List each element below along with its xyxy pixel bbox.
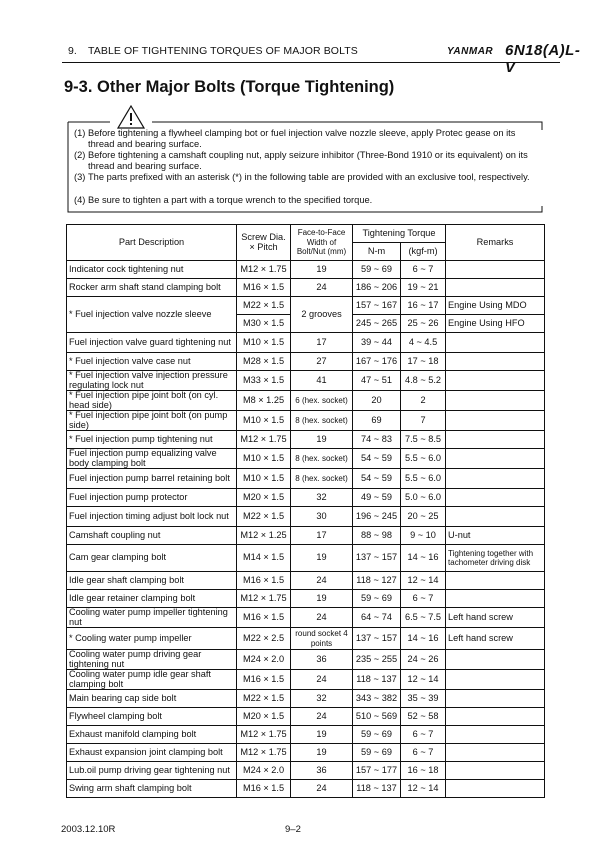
- cell-screw: M20 × 1.5: [237, 708, 291, 726]
- table-row: [67, 708, 545, 726]
- cell-face: 30: [291, 507, 353, 527]
- cell-screw: M12 × 1.75: [237, 726, 291, 744]
- cell-screw: M16 × 1.5: [237, 572, 291, 590]
- cell-remarks: [446, 670, 545, 690]
- cell-face: 36: [291, 762, 353, 780]
- table-row: [67, 507, 545, 527]
- cell-nm: 235 ~ 255: [353, 650, 401, 670]
- cell-remarks: [446, 744, 545, 762]
- cell-part: Cooling water pump driving gear tightening nut: [67, 650, 237, 670]
- cell-remarks: [446, 411, 545, 431]
- cell-kgf: 6 ~ 7: [401, 744, 446, 762]
- cell-nm: 118 ~ 127: [353, 572, 401, 590]
- table-row: [67, 744, 545, 762]
- cell-nm: 74 ~ 83: [353, 431, 401, 449]
- cell-nm: 69: [353, 411, 401, 431]
- cell-part: * Fuel injection pipe joint bolt (on pump side): [67, 411, 237, 431]
- cell-kgf: 6 ~ 7: [401, 726, 446, 744]
- note-4: (4) Be sure to tighten a part with a torque wrench to the specified torque.: [74, 195, 373, 205]
- cell-screw: M24 × 2.0: [237, 650, 291, 670]
- cell-part: * Fuel injection valve injection pressure regulating lock nut: [67, 371, 237, 391]
- cell-kgf: 20 ~ 25: [401, 507, 446, 527]
- cell-nm: 167 ~ 176: [353, 353, 401, 371]
- cell-nm: 186 ~ 206: [353, 279, 401, 297]
- cell-face: 8 (hex. socket): [291, 411, 353, 431]
- cell-part: * Cooling water pump impeller: [67, 628, 237, 650]
- cell-screw: M10 × 1.5: [237, 449, 291, 469]
- cell-kgf: 2: [401, 391, 446, 411]
- table-row: [67, 608, 545, 628]
- cell-remarks: Engine Using HFO: [446, 315, 545, 333]
- cell-part: * Fuel injection valve case nut: [67, 353, 237, 371]
- cell-kgf: 12 ~ 14: [401, 572, 446, 590]
- cell-kgf: 16 ~ 18: [401, 762, 446, 780]
- section-number: 9.: [68, 45, 77, 57]
- cell-face: 19: [291, 744, 353, 762]
- cell-nm: 54 ~ 59: [353, 449, 401, 469]
- cell-kgf: 12 ~ 14: [401, 780, 446, 798]
- cell-face: 19: [291, 590, 353, 608]
- cell-kgf: 12 ~ 14: [401, 670, 446, 690]
- cell-part: Flywheel clamping bolt: [67, 708, 237, 726]
- cell-face: round socket 4 points: [291, 628, 353, 650]
- cell-face: 36: [291, 650, 353, 670]
- cell-screw: M16 × 1.5: [237, 670, 291, 690]
- cell-face: 17: [291, 333, 353, 353]
- cell-remarks: [446, 690, 545, 708]
- cell-part: Swing arm shaft clamping bolt: [67, 780, 237, 798]
- cell-face: 27: [291, 353, 353, 371]
- table-row: [67, 780, 545, 798]
- cell-screw: M14 × 1.5: [237, 545, 291, 572]
- cell-remarks: [446, 489, 545, 507]
- cell-remarks: [446, 590, 545, 608]
- cell-kgf: 16 ~ 17: [401, 297, 446, 315]
- cell-face: 6 (hex. socket): [291, 391, 353, 411]
- cell-face: 19: [291, 545, 353, 572]
- cell-screw: M16 × 1.5: [237, 608, 291, 628]
- model-name: 6N18(A)L-V: [505, 42, 581, 76]
- cell-nm: 118 ~ 137: [353, 780, 401, 798]
- cell-face: 24: [291, 708, 353, 726]
- cell-remarks: Left hand screw: [446, 628, 545, 650]
- cell-nm: 245 ~ 265: [353, 315, 401, 333]
- cell-remarks: [446, 431, 545, 449]
- cell-screw: M12 × 1.25: [237, 527, 291, 545]
- cell-screw: M12 × 1.75: [237, 744, 291, 762]
- cell-screw: M24 × 2.0: [237, 762, 291, 780]
- cell-remarks: [446, 507, 545, 527]
- cell-kgf: 6 ~ 7: [401, 261, 446, 279]
- cell-part: Exhaust manifold clamping bolt: [67, 726, 237, 744]
- table-row: [67, 371, 545, 391]
- cell-part: Fuel injection valve guard tightening nut: [67, 333, 237, 353]
- table-row: [67, 650, 545, 670]
- cell-part: * Fuel injection valve nozzle sleeve: [67, 297, 237, 333]
- cell-screw: M30 × 1.5: [237, 315, 291, 333]
- cell-part: Rocker arm shaft stand clamping bolt: [67, 279, 237, 297]
- cell-face: 24: [291, 608, 353, 628]
- cell-part: Camshaft coupling nut: [67, 527, 237, 545]
- revision-date: 2003.12.10R: [61, 824, 116, 835]
- cell-nm: 59 ~ 69: [353, 726, 401, 744]
- cell-part: Exhaust expansion joint clamping bolt: [67, 744, 237, 762]
- cell-part: Cooling water pump idle gear shaft clamping bolt: [67, 670, 237, 690]
- cell-screw: M22 × 1.5: [237, 297, 291, 315]
- cell-face: 8 (hex. socket): [291, 469, 353, 489]
- table-row: [67, 431, 545, 449]
- cell-screw: M10 × 1.5: [237, 469, 291, 489]
- table-row: [67, 449, 545, 469]
- cell-kgf: 19 ~ 21: [401, 279, 446, 297]
- cell-remarks: Left hand screw: [446, 608, 545, 628]
- cell-nm: 39 ~ 44: [353, 333, 401, 353]
- cell-part: Fuel injection timing adjust bolt lock nut: [67, 507, 237, 527]
- cell-nm: 47 ~ 51: [353, 371, 401, 391]
- header-nm: N-m: [353, 243, 401, 261]
- cell-kgf: 6.5 ~ 7.5: [401, 608, 446, 628]
- table-row: [67, 762, 545, 780]
- cell-face: 8 (hex. socket): [291, 449, 353, 469]
- cell-kgf: 24 ~ 26: [401, 650, 446, 670]
- cell-nm: 157 ~ 167: [353, 297, 401, 315]
- cell-remarks: U-nut: [446, 527, 545, 545]
- cell-screw: M12 × 1.75: [237, 431, 291, 449]
- cell-nm: 59 ~ 69: [353, 590, 401, 608]
- warning-triangle-icon: [116, 104, 146, 130]
- cell-part: Cooling water pump impeller tightening nut: [67, 608, 237, 628]
- table-row: [67, 690, 545, 708]
- cell-remarks: [446, 726, 545, 744]
- table-row: [67, 527, 545, 545]
- cell-face: 19: [291, 726, 353, 744]
- header-part-description: Part Description: [67, 225, 237, 261]
- header-tightening-torque: Tightening Torque: [353, 225, 446, 243]
- page-number: 9–2: [285, 824, 301, 835]
- cell-kgf: 5.0 ~ 6.0: [401, 489, 446, 507]
- cell-nm: 137 ~ 157: [353, 628, 401, 650]
- cell-remarks: [446, 780, 545, 798]
- caution-notes: [66, 118, 544, 214]
- table-row: [67, 670, 545, 690]
- cell-part: * Fuel injection pump tightening nut: [67, 431, 237, 449]
- cell-part: Fuel injection pump protector: [67, 489, 237, 507]
- cell-screw: M10 × 1.5: [237, 411, 291, 431]
- cell-kgf: 7: [401, 411, 446, 431]
- cell-kgf: 6 ~ 7: [401, 590, 446, 608]
- cell-face: 24: [291, 780, 353, 798]
- cell-nm: 20: [353, 391, 401, 411]
- table-row: [67, 628, 545, 650]
- cell-screw: M10 × 1.5: [237, 333, 291, 353]
- cell-remarks: [446, 650, 545, 670]
- cell-nm: 343 ~ 382: [353, 690, 401, 708]
- cell-screw: M12 × 1.75: [237, 590, 291, 608]
- cell-remarks: [446, 279, 545, 297]
- cell-remarks: [446, 371, 545, 391]
- cell-part: Fuel injection pump barrel retaining bolt: [67, 469, 237, 489]
- table-row: [67, 353, 545, 371]
- cell-kgf: 7.5 ~ 8.5: [401, 431, 446, 449]
- cell-face: 41: [291, 371, 353, 391]
- cell-part: Idle gear shaft clamping bolt: [67, 572, 237, 590]
- cell-remarks: [446, 353, 545, 371]
- cell-kgf: 4.8 ~ 5.2: [401, 371, 446, 391]
- cell-remarks: [446, 333, 545, 353]
- note-2: (2) Before tightening a camshaft coupling nut, apply seizure inhibitor (Three-Bond 1910 or its equivalent) on its thread and bearing surface.: [74, 150, 528, 171]
- cell-remarks: Tightening together with tachometer driving disk: [446, 545, 545, 572]
- table-row: [67, 469, 545, 489]
- table-row: [67, 279, 545, 297]
- cell-nm: 88 ~ 98: [353, 527, 401, 545]
- page-title: 9-3. Other Major Bolts (Torque Tightening): [64, 78, 395, 96]
- cell-part: Cam gear clamping bolt: [67, 545, 237, 572]
- cell-face: 24: [291, 279, 353, 297]
- table-row: [67, 590, 545, 608]
- cell-face: 2 grooves: [291, 297, 353, 333]
- table-row: [67, 411, 545, 431]
- cell-nm: 59 ~ 69: [353, 261, 401, 279]
- cell-remarks: [446, 449, 545, 469]
- cell-nm: 118 ~ 137: [353, 670, 401, 690]
- table-row: [67, 726, 545, 744]
- cell-kgf: 25 ~ 26: [401, 315, 446, 333]
- cell-nm: 54 ~ 59: [353, 469, 401, 489]
- cell-remarks: [446, 391, 545, 411]
- cell-nm: 49 ~ 59: [353, 489, 401, 507]
- cell-face: 19: [291, 261, 353, 279]
- note-3: (3) The parts prefixed with an asterisk (*) in the following table are provided with an exclusive tool, respectively.: [74, 172, 530, 182]
- cell-kgf: 17 ~ 18: [401, 353, 446, 371]
- cell-face: 24: [291, 670, 353, 690]
- cell-face: 19: [291, 431, 353, 449]
- cell-part: Lub.oil pump driving gear tightening nut: [67, 762, 237, 780]
- cell-face: 32: [291, 489, 353, 507]
- cell-screw: M22 × 2.5: [237, 628, 291, 650]
- cell-screw: M33 × 1.5: [237, 371, 291, 391]
- header-face-width: Face-to-Face Width of Bolt/Nut (mm): [291, 225, 353, 261]
- header-remarks: Remarks: [446, 225, 545, 261]
- cell-screw: M20 × 1.5: [237, 489, 291, 507]
- cell-screw: M16 × 1.5: [237, 279, 291, 297]
- table-row: [67, 545, 545, 572]
- table-row: [67, 489, 545, 507]
- cell-nm: 196 ~ 245: [353, 507, 401, 527]
- cell-remarks: [446, 572, 545, 590]
- cell-kgf: 9 ~ 10: [401, 527, 446, 545]
- cell-part: Idle gear retainer clamping bolt: [67, 590, 237, 608]
- torque-table: [66, 224, 545, 798]
- cell-face: 17: [291, 527, 353, 545]
- table-row: [67, 333, 545, 353]
- cell-screw: M22 × 1.5: [237, 507, 291, 527]
- cell-nm: 510 ~ 569: [353, 708, 401, 726]
- cell-nm: 59 ~ 69: [353, 744, 401, 762]
- page-header: [62, 42, 581, 76]
- header-screw-dia: Screw Dia. × Pitch: [237, 225, 291, 261]
- cell-screw: M22 × 1.5: [237, 690, 291, 708]
- cell-kgf: 14 ~ 16: [401, 628, 446, 650]
- header-kgf: (kgf-m): [401, 243, 446, 261]
- cell-remarks: [446, 708, 545, 726]
- cell-face: 24: [291, 572, 353, 590]
- cell-nm: 64 ~ 74: [353, 608, 401, 628]
- torque-table-body: [67, 261, 545, 798]
- cell-part: * Fuel injection pipe joint bolt (on cyl. head side): [67, 391, 237, 411]
- table-row: [67, 297, 545, 315]
- cell-part: Indicator cock tightening nut: [67, 261, 237, 279]
- table-row: [67, 261, 545, 279]
- cell-kgf: 5.5 ~ 6.0: [401, 469, 446, 489]
- cell-kgf: 35 ~ 39: [401, 690, 446, 708]
- cell-part: Fuel injection pump equalizing valve body clamping bolt: [67, 449, 237, 469]
- cell-kgf: 14 ~ 16: [401, 545, 446, 572]
- brand-logo: YANMAR: [447, 46, 494, 57]
- cell-remarks: [446, 469, 545, 489]
- cell-screw: M12 × 1.75: [237, 261, 291, 279]
- note-1: (1) Before tightening a flywheel clamping bot or fuel injection valve nozzle sleeve, apply Protec gease on its thread and bearing surface.: [74, 128, 516, 149]
- cell-nm: 157 ~ 177: [353, 762, 401, 780]
- cell-remarks: [446, 261, 545, 279]
- cell-part: Main bearing cap side bolt: [67, 690, 237, 708]
- cell-screw: M28 × 1.5: [237, 353, 291, 371]
- cell-remarks: [446, 762, 545, 780]
- cell-remarks: Engine Using MDO: [446, 297, 545, 315]
- cell-screw: M16 × 1.5: [237, 780, 291, 798]
- cell-face: 32: [291, 690, 353, 708]
- cell-screw: M8 × 1.25: [237, 391, 291, 411]
- section-title: TABLE OF TIGHTENING TORQUES OF MAJOR BOLTS: [88, 45, 358, 57]
- cell-nm: 137 ~ 157: [353, 545, 401, 572]
- table-row: [67, 391, 545, 411]
- cell-kgf: 5.5 ~ 6.0: [401, 449, 446, 469]
- cell-kgf: 52 ~ 58: [401, 708, 446, 726]
- cell-kgf: 4 ~ 4.5: [401, 333, 446, 353]
- table-row: [67, 572, 545, 590]
